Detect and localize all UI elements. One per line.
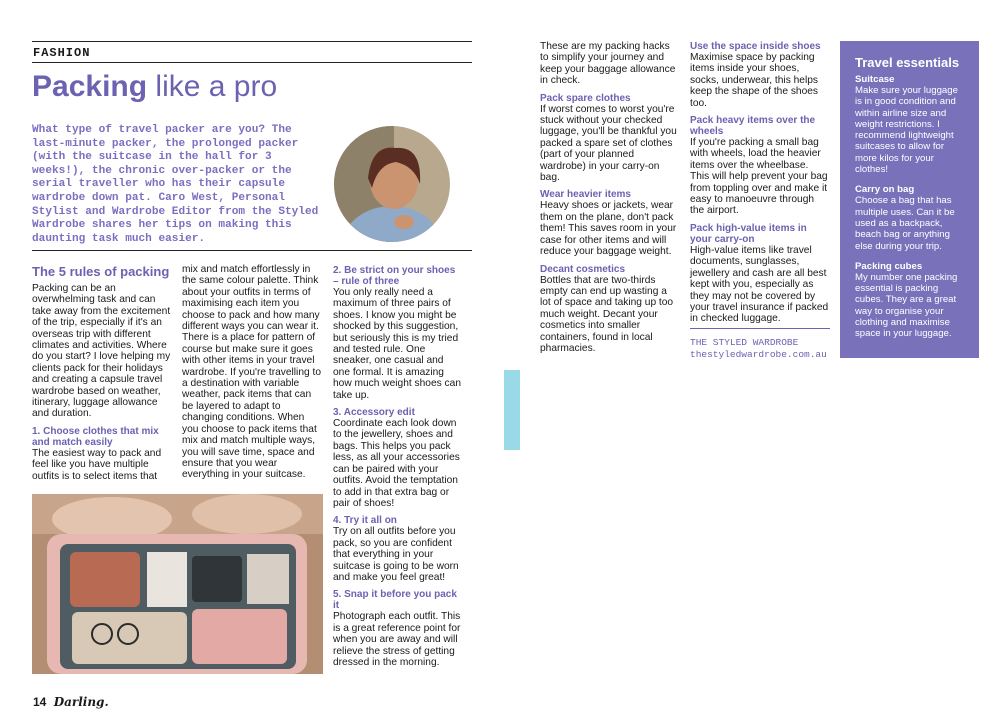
rule1-text-b: mix and match effortlessly in the same colour palette. Think about your outfits in terms of maximising each item you choose to pack and how many different ways you can wear it. There is a place for pattern of course but make sure it goes with other items in your travel wardrobe. If you're travelling to a destination with variable weather, pack items that can be layered to adapt to changing conditions. When you choose to pack items that mix and match multiple ways, you will save time, space and ensure that you wear everything in your suitcase.	[182, 264, 321, 481]
credit-url[interactable]: thestyledwardrobe.com.au	[690, 349, 827, 360]
rule4-heading: 4. Try it all on	[333, 515, 397, 527]
rule1-heading: 1. Choose clothes that mix and match easily	[32, 425, 159, 448]
title-bold: Packing	[32, 70, 148, 103]
folio	[33, 695, 109, 709]
hack4-text: Maximise space by packing items inside your shoes, socks, underwear, this helps keep the shape of the shoes too.	[690, 52, 819, 109]
hack3-text: Bottles that are two-thirds empty can end up wasting a lot of space and taking up too much weight. Decant your cosmetics into smaller containers, found in local pharmacies.	[540, 274, 674, 354]
essentials-item3-text: My number one packing essential is packing cubes. They are a great way to organise your clothing and maximise space in your luggage.	[855, 271, 958, 340]
section-tag: FASHION	[33, 46, 91, 60]
rule3-text: Coordinate each look down to the jewellery, shoes and bags. This helps you pack less, as all your accessories can be paired with your outfits. Avoid the temptation to add in that extra bag or pair of shoes!	[333, 418, 460, 509]
hack1-heading: Pack spare clothes	[540, 92, 631, 104]
hack5-text: If you're packing a small bag with wheels, load the heavier items over the wheelbase. This will help prevent your bag from toppling over and make it easy to manoeuvre through the airport.	[690, 137, 828, 217]
essentials-title: Travel essentials	[855, 55, 960, 70]
travel-essentials-box	[840, 41, 979, 358]
credit	[690, 337, 827, 361]
essentials-item1-text: Make sure your luggage is in good condition and within airline size and weight restrictions. I recommend lightweight suitcases to allow for more kilos for your clothes!	[855, 85, 958, 176]
magazine-name: Darling.	[53, 695, 109, 709]
section-rule	[32, 62, 472, 63]
decorative-strip	[504, 370, 520, 450]
hack4-heading: Use the space inside shoes	[690, 41, 821, 52]
rules-intro: Packing can be an overwhelming task and can take away from the excitement of the trip, especially if it's an overseas trip with different climates and activities. Where do you start? I love helping my clients pack for their holidays and creating a capsule travel wardrobe based on weather, itinerary, luggage allowance and duration.	[32, 283, 171, 420]
article-intro: What type of travel packer are you? The last-minute packer, the prolonged packer (with the suitcase in the hall for 3 weeks!), the chronic over-packer or the serial traveller who has their capsule wardrobe down pat. Caro West, Personal Stylist and Wardrobe Editor from the Styled Wardrobe shares her tips on making this daunting task much easier.	[32, 124, 319, 245]
hack6-text: High-value items like travel documents, sunglasses, jewellery and cash are all best kept with you, especially as they may not be covered by your travel insurance if packed in checked luggage.	[690, 244, 829, 325]
column-4	[540, 41, 680, 358]
hack2-heading: Wear heavier items	[540, 189, 631, 201]
rule2-text: You only really need a maximum of three pairs of shoes. I know you might be shocked by this suggestion, but seriously this is my tried and tested rule. One sneaker, one casual and one formal. It is amazing how much weight shoes can take up.	[333, 287, 461, 401]
author-portrait	[334, 126, 450, 242]
credit-rule	[690, 328, 830, 329]
column-1	[32, 264, 172, 486]
rule1-text-a: The easiest way to pack and feel like you have multiple outfits is to select items that	[32, 447, 162, 482]
essentials-item1-heading: Suitcase	[855, 74, 895, 85]
essentials-item2-text: Choose a bag that has multiple uses. Can it be used as a backpack, beach bag or anything else during your trip.	[855, 195, 955, 252]
rule5-heading: 5. Snap it before you pack it	[333, 589, 457, 612]
rule2-heading: 2. Be strict on your shoes – rule of three	[333, 265, 456, 287]
essentials-item2-heading: Carry on bag	[855, 184, 915, 196]
rule3-heading: 3. Accessory edit	[333, 407, 415, 419]
page-number: 14	[33, 695, 47, 709]
hack3-heading: Decant cosmetics	[540, 263, 626, 275]
hacks-intro: These are my packing hacks to simplify your journey and keep your baggage allowance in check.	[540, 41, 676, 87]
article-title	[32, 70, 277, 104]
hack6-heading: Pack high-value items in your carry-on	[690, 222, 807, 245]
column-2	[182, 264, 322, 485]
rules-heading: The 5 rules of packing	[32, 264, 170, 279]
hack5-heading: Pack heavy items over the wheels	[690, 115, 816, 138]
top-rule	[32, 41, 472, 42]
column-5	[690, 41, 830, 329]
rule4-text: Try on all outfits before you pack, so you are confident that everything in your suitcase is going to be worn and make you feel great!	[333, 526, 459, 583]
hack2-text: Heavy shoes or jackets, wear them on the plane, don't pack them! This saves room in your case for other items and will reduce your baggage weight.	[540, 200, 677, 258]
essentials-item3-heading: Packing cubes	[855, 260, 923, 272]
rule5-text: Photograph each outfit. This is a great reference point for when you are away and will relieve the stress of getting dressed in the morning.	[333, 611, 461, 668]
hack1-text: If worst comes to worst you're stuck without your checked luggage, you'll be thankful you packed a spare set of clothes (part of your planned wardrobe) in your carry-on bag.	[540, 103, 677, 184]
credit-name: THE STYLED WARDROBE	[690, 337, 799, 348]
title-rest: like a pro	[147, 70, 278, 103]
suitcase-photo	[32, 494, 323, 674]
intro-rule	[32, 250, 472, 251]
column-3	[333, 265, 463, 672]
